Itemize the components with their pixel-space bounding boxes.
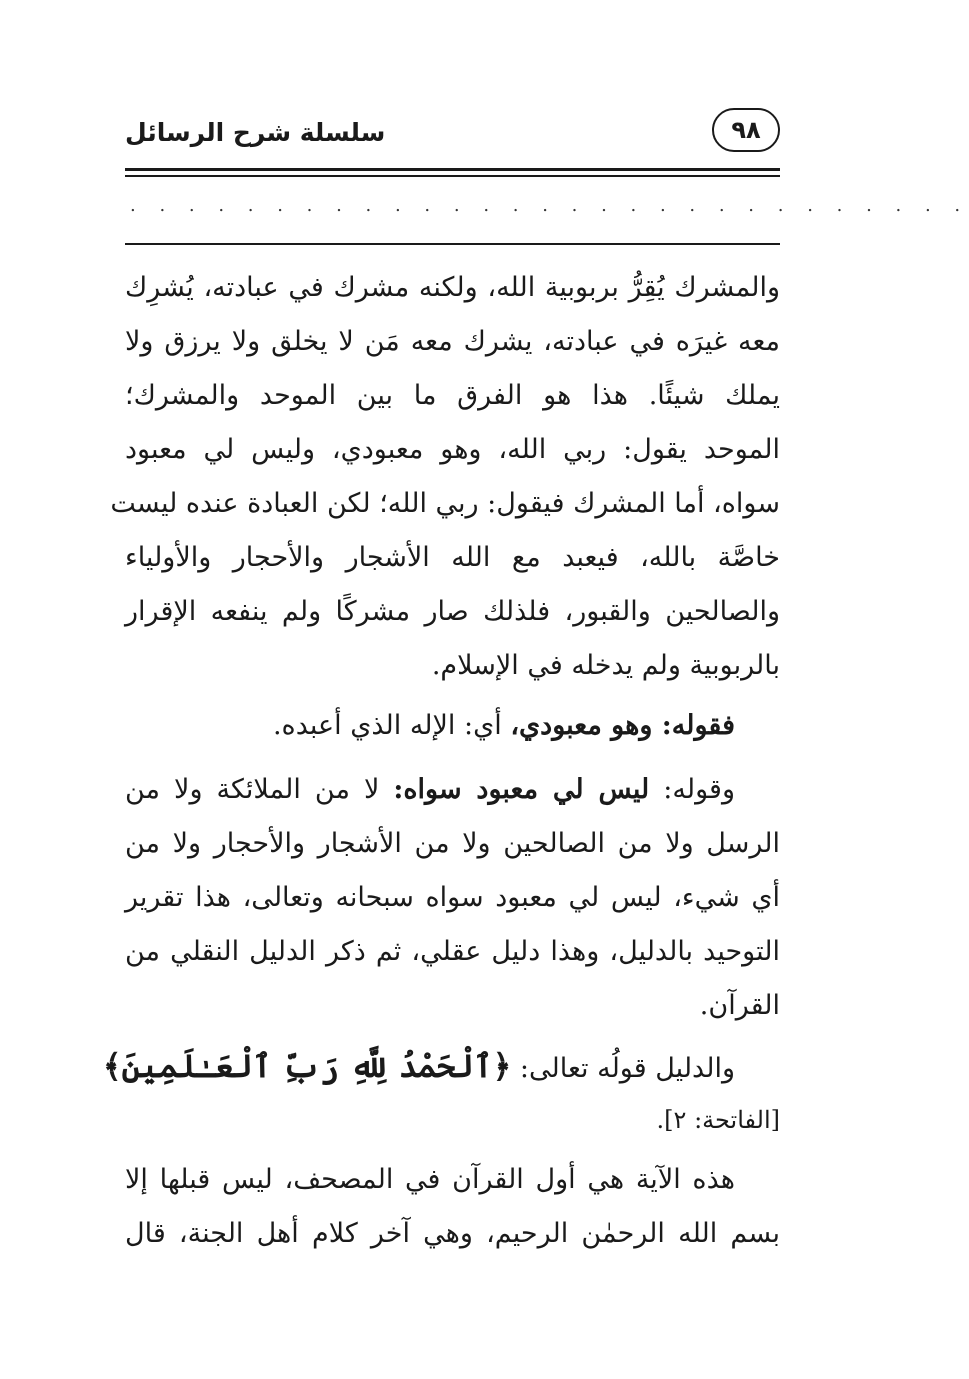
quoted-phrase: ليس لي معبود سواه: xyxy=(393,774,650,805)
text-line: التوحيد بالدليل، وهذا دليل عقلي، ثم ذكر الدليل النقلي من xyxy=(125,936,780,967)
footnote-dots: . . . . . . . . . . . . . . . . . . . . . . . . . . . . . xyxy=(130,195,969,216)
verse-line xyxy=(102,1046,780,1089)
text-line: خاصَّة بالله، فيعبد مع الله الأشجار والأحجار والأولياء xyxy=(125,542,780,573)
text-line: معه غيرَه في عبادته، يشرك معه مَن لا يخلق ولا يرزق ولا xyxy=(125,326,780,357)
commentary-line xyxy=(125,706,780,746)
text-line: والمشرك يُقِرُّ بربوبية الله، ولكنه مشرك في عبادته، يُشرِك xyxy=(125,272,780,303)
header-rule-thick xyxy=(125,168,780,171)
text-line: سواه، أما المشرك فيقول: ربي الله؛ لكن العبادة عنده ليست xyxy=(110,488,780,519)
text-line: بسم الله الرحمٰن الرحيم، وهي آخر كلام أهل الجنة، قال xyxy=(125,1218,780,1249)
commentary-line xyxy=(125,770,780,810)
verse-citation: [الفاتحة: ٢]. xyxy=(656,1106,780,1134)
text-line: يملك شيئًا. هذا هو الفرق ما بين الموحد والمشرك؛ xyxy=(125,380,780,411)
text-line: والصالحين والقبور، فلذلك صار مشركًا ولم ينفعه الإقرار xyxy=(125,596,780,627)
text-line: الرسل ولا من الصالحين ولا من الأشجار والأحجار ولا من xyxy=(125,828,780,859)
text-line: أي شيء، ليس لي معبود سواه سبحانه وتعالى، هذا تقرير xyxy=(125,882,780,913)
explanation: أي: الإله الذي أعبده. xyxy=(272,710,511,741)
explanation: لا من الملائكة ولا من xyxy=(125,774,394,805)
commentary-prefix: وقوله: xyxy=(649,774,735,805)
text-line: هذه الآية هي أول القرآن في المصحف، ليس قبلها إلا xyxy=(125,1164,735,1195)
text-line: القرآن. xyxy=(699,990,780,1021)
series-title: سلسلة شرح الرسائل xyxy=(125,118,386,147)
page-number-badge: ٩٨ xyxy=(712,108,780,152)
text-line: الموحد يقول: ربي الله، وهو معبودي، وليس لي معبود xyxy=(125,434,780,465)
section-rule xyxy=(125,243,780,245)
text-line: بالربوبية ولم يدخله في الإسلام. xyxy=(431,650,780,681)
quran-verse: ﴿ٱلْحَمْدُ لِلَّهِ رَبِّ ٱلْعَـٰلَمِينَ﴾ xyxy=(102,1047,512,1085)
page-header xyxy=(125,108,780,160)
quoted-phrase: فقوله: وهو معبودي، xyxy=(510,710,735,741)
header-rule-thin xyxy=(125,175,780,177)
verse-intro: والدليل قولُه تعالى: xyxy=(511,1053,735,1084)
